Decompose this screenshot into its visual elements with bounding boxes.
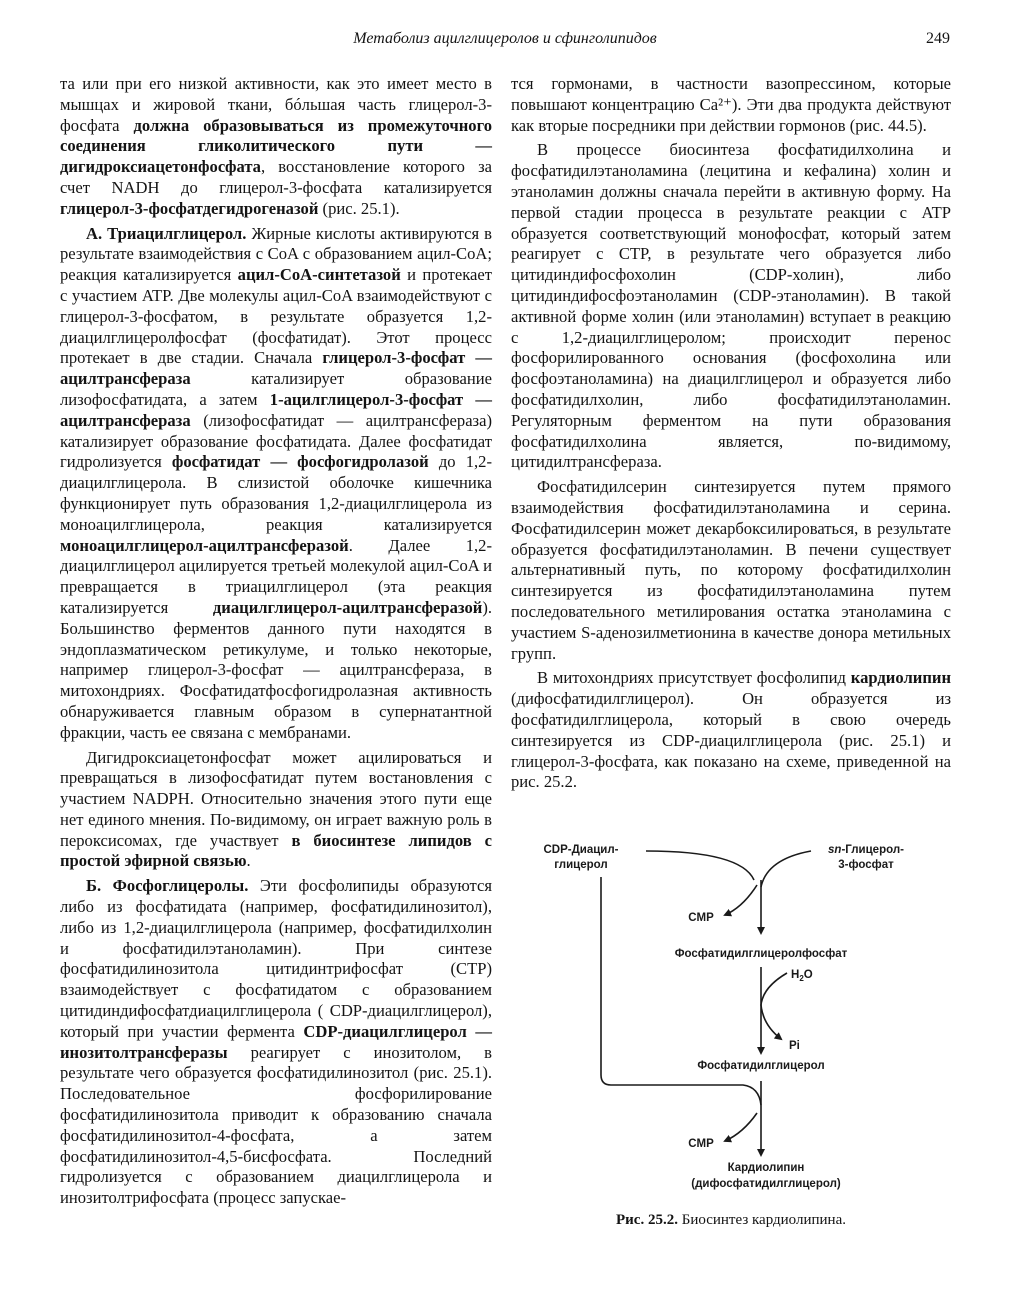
arrow-cmp-1 — [725, 885, 757, 915]
label-glycerol-3-phosphate: sn-Глицерол- — [828, 844, 904, 856]
left-column — [60, 74, 492, 1213]
label-cdp-diacylglycerol-2: глицерол — [554, 859, 608, 871]
paragraph — [60, 74, 492, 220]
paragraph-triacylglycerol — [60, 224, 492, 744]
paragraph — [511, 477, 951, 664]
paragraph — [60, 748, 492, 873]
paragraph-phosphoglycerols — [60, 876, 492, 1209]
label-cmp-2: CMP — [688, 1138, 714, 1150]
bold-term: 1-ацилглицерол-3-фосфат — ацилтрансфераза — [60, 389, 493, 430]
bold-term: глицерол-3-фосфат — ацилтрансфераза — [60, 348, 492, 389]
text-run: Фосфатидилсерин синтезируется путем прямого взаимодействия фосфатидилэтаноламина и серина. Фосфатидилсерин может декарбоксилироваться, в результате образуется фосфатидилэтаноламин. В печени существует альтернативный путь, по которому фосфатидилхолин синтезируется из фосфатидилэтаноламина путем последовательного метилирования остатка этаноламина с участием S-аденозилметионина в качестве донора метильных групп. — [511, 477, 951, 663]
text-run: тся гормонами, в частности вазопрессином, которые повышают концентрацию Ca²⁺). Эти два продукта действуют как вторые посредники при действии гормонов (рис. 44.5). — [511, 74, 951, 135]
text-run: (рис. 25.1). — [318, 198, 400, 218]
figure-cardiolipin-biosynthesis — [511, 835, 951, 1230]
label-pi: Pi — [789, 1040, 800, 1052]
figure-caption — [511, 1212, 951, 1229]
bold-term: диацилглицерол-ацилтрансферазой — [212, 597, 483, 617]
text-run: катализирует образование лизофосфатидата, а затем — [60, 369, 492, 409]
bold-term: А. Триацилглицерол. — [86, 223, 247, 243]
label-phosphatidylglycerol: Фосфатидилглицерол — [697, 1060, 825, 1072]
text-run: та или при его низкой активности, как это имеет место в мышцах и жировой ткани, бóльшая часть глицерол-3-фосфата — [60, 74, 492, 135]
arrow-h2o-pi — [761, 973, 787, 1039]
text-run: до 1,2-диацилглицерола. В слизистой оболочке кишечника функционирует путь образования 1,2-диацилглицерола из моноацилглицерола, реакция катализируется — [60, 452, 492, 534]
paragraph — [511, 140, 951, 473]
text-run: , восстановление которого за счет NADH до глицерол-3-фосфата катализируется — [60, 157, 492, 197]
label-glycerol-3-phosphate-2: 3-фосфат — [838, 859, 894, 871]
text-run: В процессе биосинтеза фосфатидилхолина и фосфатидилэтаноламина (лецитина и кефалина) холин и этаноламин должны сначала перейти в активную форму. На первой стадии процесса в результате реакции с ATP образуется соответствующий монофосфат, который затем реагирует с CTP, в результате чего образуется либо цитидиндифосфохолин (CDP-холин), либо цитидиндифосфоэтаноламин (CDP-этаноламин). В такой активной форме холин (или этаноламин) вступает в реакцию с 1,2-диацилглицеролом; происходит перенос фосфорилированного основания (фосфохолина или фосфоэтаноламина) на диацилглицерол и образуется либо фосфатидилхолин, либо фосфатидилэтаноламин. Регуляторным ферментом на пути образования фосфатидилхолина является, по-видимому, цитидилтрансфераза. — [511, 140, 951, 472]
label-diphosphatidylglycerol: (дифосфатидилглицерол) — [691, 1178, 841, 1190]
line-glycerol-3-phosphate — [761, 851, 811, 887]
text-run: Дигидроксиацетонфосфат может ацилироваться и превращаться в лизофосфатидат путем востановления с участием NADPH. Относительно значения этого пути еще нет единого мнения. По-видимому, он играет важную роль в пероксисомах, где участвует — [60, 747, 492, 850]
text-run: Жирные кислоты активируются в результате взаимодействия с CoA с образованием ацил-CoA; реакция катализируется — [60, 223, 492, 285]
pathway-diagram — [511, 835, 951, 1215]
page-number: 249 — [926, 30, 950, 47]
bold-term: ацил-CoA-синтетазой — [237, 265, 401, 285]
bold-term: Б. Фосфоглицеролы. — [86, 876, 249, 896]
text-run: (дифосфатидилглицерол). Он образуется из фосфатидилглицерола, который в свою очередь синтезируется из CDP-диацилглицерола (рис. 25.1) и глицерол-3-фосфата, как показано на схеме, приведенной на рис. 25.2. — [511, 689, 951, 792]
text-run: и протекает с участием ATP. Две молекулы ацил-CoA взаимодействуют с глицерол-3-фосфатом, в результате образуется 1,2-диацилглицеролфосфат (фосфатидат). Этот процесс протекает в две стадии. Сначала — [60, 265, 492, 368]
caption-text: Биосинтез кардиолипина. — [677, 1212, 846, 1228]
label-cmp-1: CMP — [688, 912, 714, 924]
caption-label: Рис. 25.2. — [615, 1212, 678, 1228]
bold-term: должна образовываться из промежуточного соединения гликолитического пути — дигидроксиацетонфосфата — [60, 115, 492, 177]
label-cardiolipin: Кардиолипин — [727, 1162, 805, 1174]
bold-term: моноацилглицерол-ацилтрансферазой — [60, 535, 349, 555]
text-run: В митохондриях присутствует фосфолипид — [537, 668, 851, 688]
paragraph — [511, 74, 951, 136]
label-cdp-diacylglycerol: CDP-Диацил- — [543, 844, 619, 856]
text-run: . Далее 1,2-диацилглицерол ацилируется третьей молекулой ацил-CoA и превращается в триацилглицерол (эта реакция катализируется — [60, 535, 492, 617]
bold-term: CDP-диацилглицерол — инозитолтрансферазы — [60, 1021, 492, 1062]
label-h2o: $H_2O$ — [791, 969, 813, 983]
text-run: реагирует с инозитолом, в результате чего образуется фосфатидилинозитол (рис. 25.1). Последовательное фосфорилирование фосфатидилинозитола приводит к образованию сначала фосфатидилинозитол-4-фосфата, а затем фосфатидилинозитол-4,5-бисфосфата. Последний гидролизуется с образованием диацилглицерола и инозитолтрифосфата (процесс запускае- — [60, 1042, 492, 1208]
text-run: . — [246, 851, 251, 871]
page-header — [60, 30, 950, 56]
text-run: ). Большинство ферментов данного пути находятся в эндоплазматическом ретикулуме, и только некоторые, например глицерол-3-фосфат — ацилтрансфераза, в митохондриях. Фосфатидатфосфогидролазная активность обнаруживается главным образом в супернатантной фракции, часть ее связана с мембранами. — [60, 597, 492, 742]
right-column — [511, 74, 951, 797]
running-head: Метаболиз ацилглицеролов и сфинголипидов — [353, 30, 657, 47]
arrow-cmp-2 — [725, 1113, 757, 1141]
text-run: Эти фосфолипиды образуются либо из фосфатидата (например, фосфатидилинозитол), либо из 1,2-диацилглицерола (например, фосфатидилхолин и фосфатидилэтаноламин). При синтезе фосфатидилинозитола цитидинтрифосфат (CTP) взаимодействует с фосфатидатом с образованием цитидиндифосфатдиацилглицерола ( CDP-диацилглицерол), который при участии фермента — [60, 876, 492, 1041]
bold-term: в биосинтезе липидов с простой эфирной связью — [60, 830, 492, 871]
line-cdp-diacylglycerol — [646, 851, 754, 880]
bold-term: глицерол-3-фосфатдегидрогеназой — [60, 198, 319, 218]
paragraph-cardiolipin — [511, 668, 951, 793]
label-phosphatidylglycerolphosphate: Фосфатидилглицеролфосфат — [674, 948, 848, 960]
bold-term: кардиолипин — [850, 668, 951, 688]
text-run: (лизофосфатидат — ацилтрансфераза) катализирует образование фосфатидата. Далее фосфатидат гидролизуется — [60, 410, 492, 472]
bold-term: фосфатидат — фосфогидролазой — [171, 452, 429, 472]
